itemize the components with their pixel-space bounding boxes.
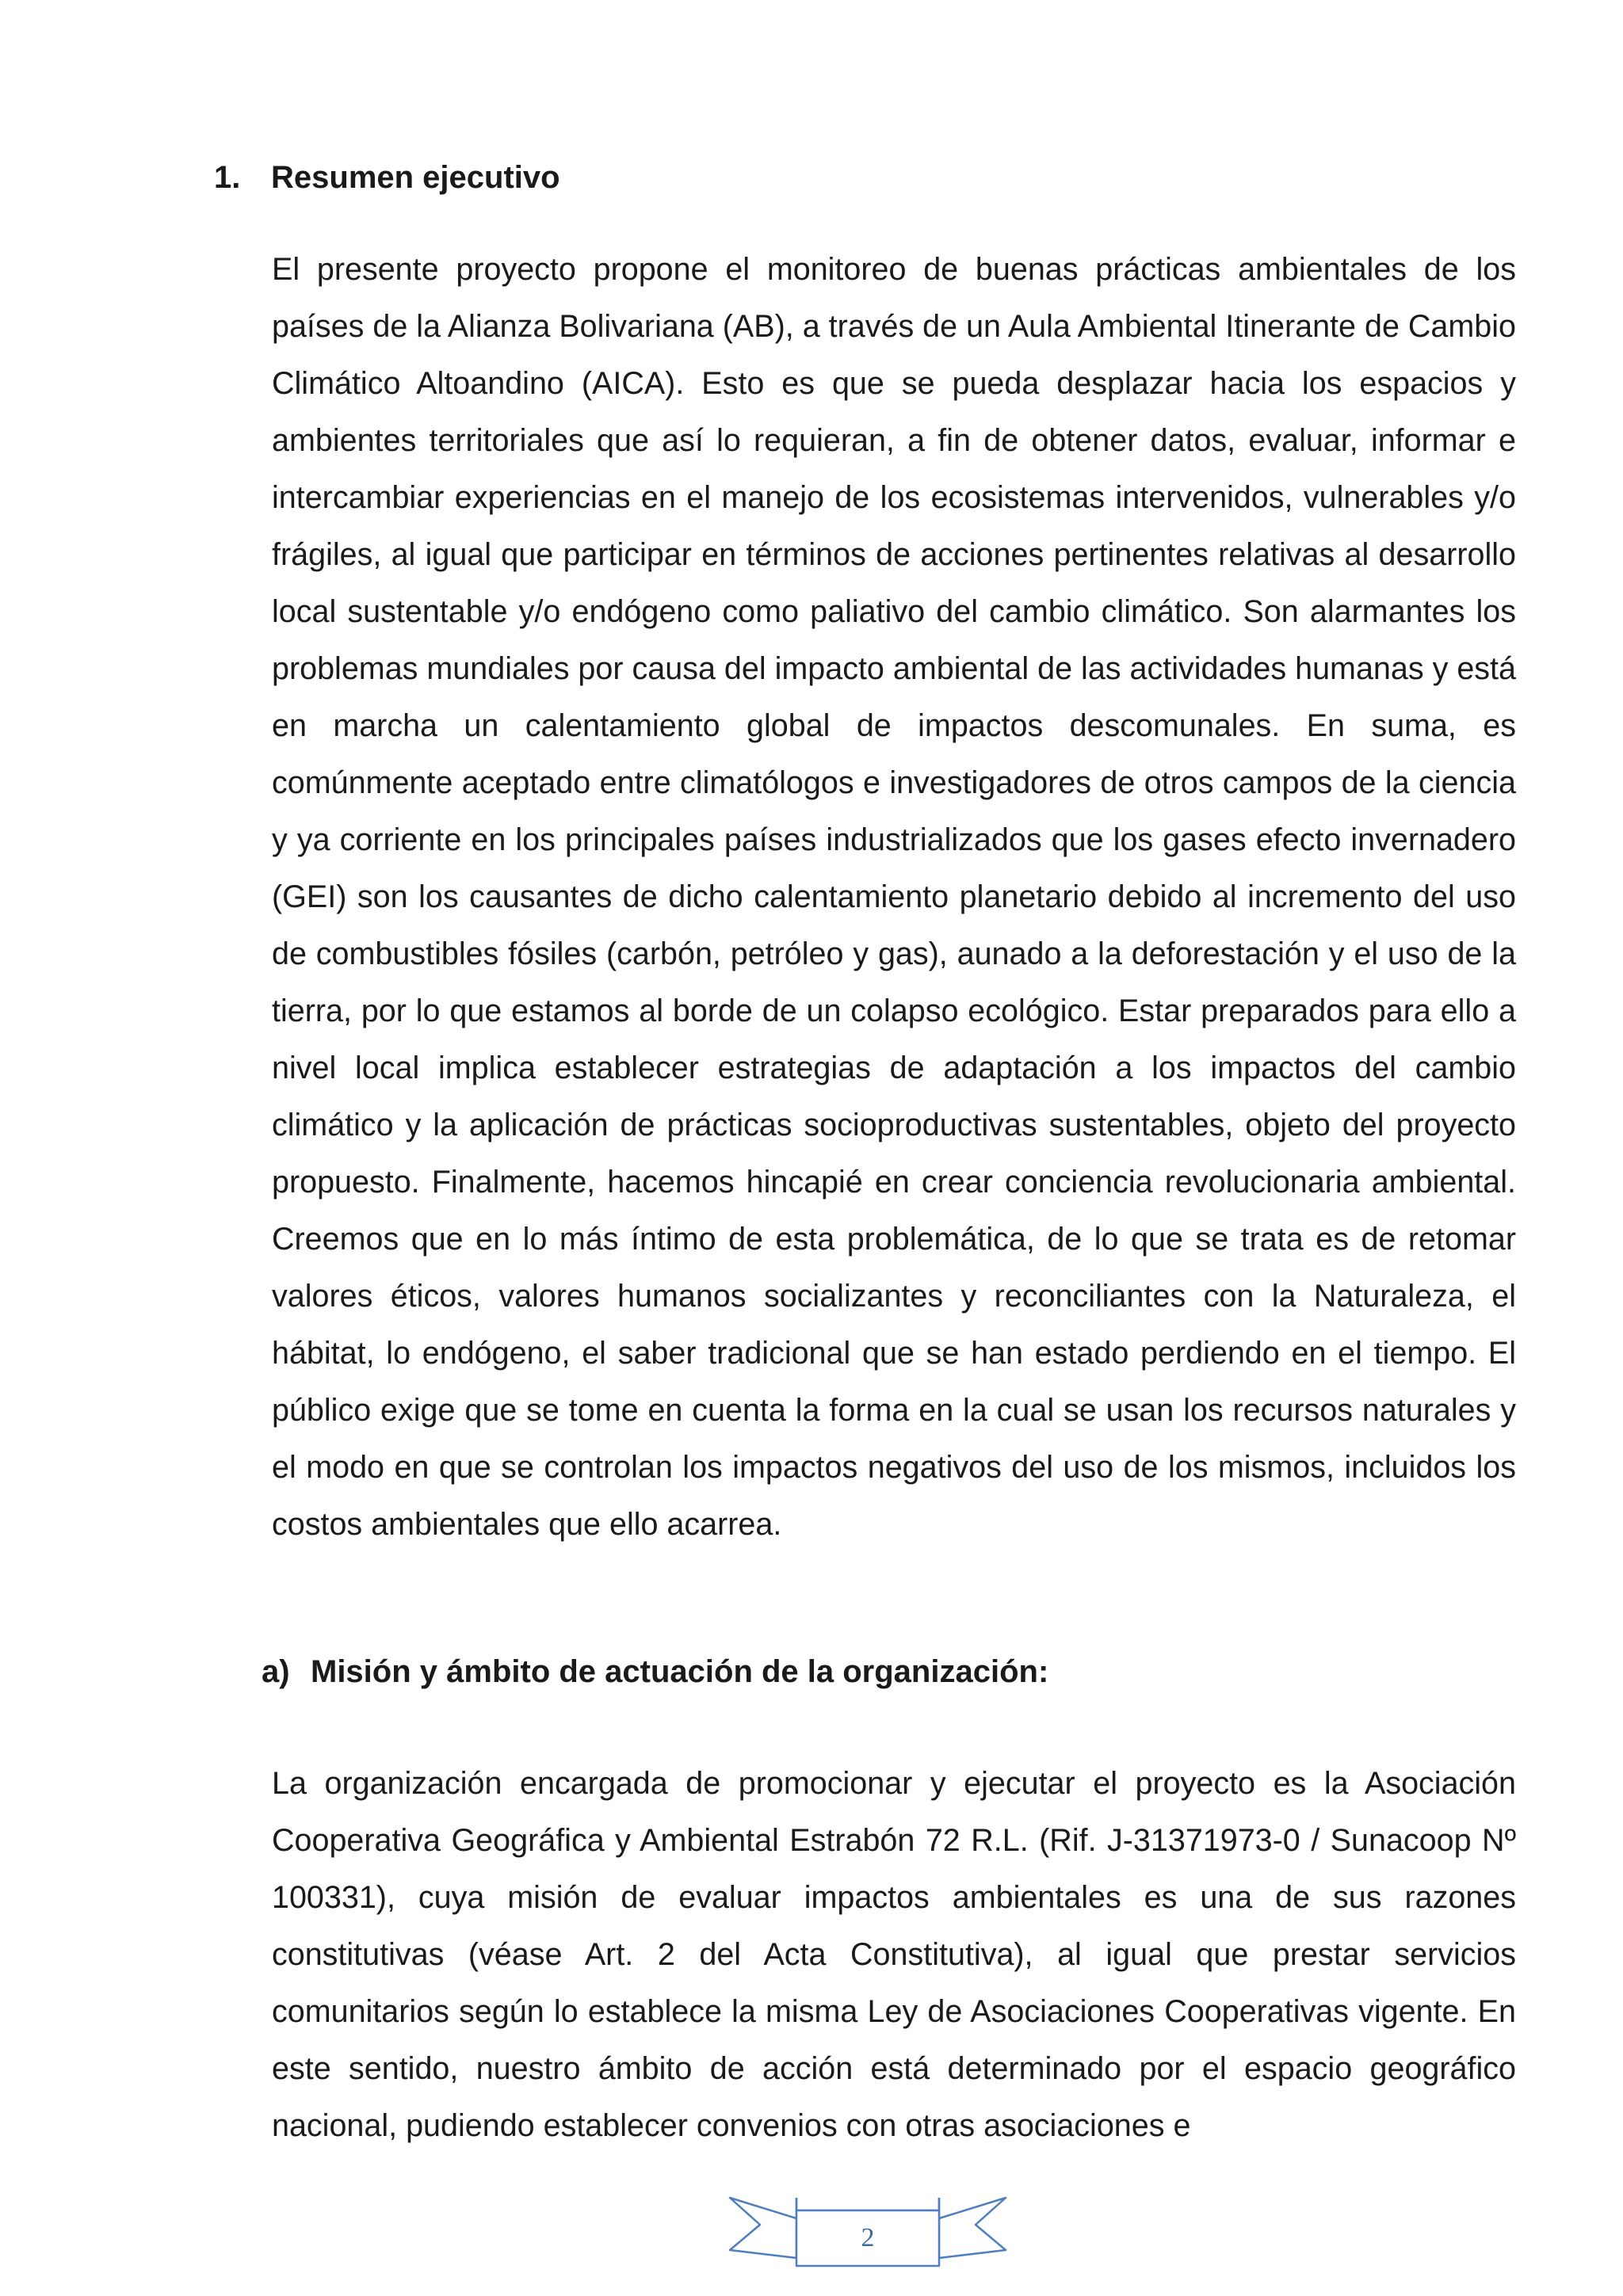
subsection-number: a) [262, 1654, 290, 1689]
summary-paragraph: El presente proyecto propone el monitoreo de buenas prácticas ambientales de los países de la Alianza Bolivariana (AB), a través de un Aula Ambiental Itinerante de Cambio Climático Altoandino (AICA). Esto es que se pueda desplazar hacia los espacios y ambientes territoriales que así lo requieran, a fin de obtener datos, evaluar, informar e intercambiar experiencias en el manejo de los ecosistemas intervenidos, vulnerables y/o frágiles, al igual que participar en términos de acciones pertinentes relativas al desarrollo local sustentable y/o endógeno como paliativo del cambio climático. Son alarmantes los problemas mundiales por causa del impacto ambiental de las actividades humanas y está en marcha un calentamiento global de impactos descomunales. En suma, es comúnmente aceptado entre climatólogos e investigadores de otros campos de la ciencia y ya corriente en los principales países industrializados que los gases efecto invernadero (GEI) son los causantes de dicho calentamiento planetario debido al incremento del uso de combustibles fósiles (carbón, petróleo y gas), aunado a la deforestación y el uso de la tierra, por lo que estamos al borde de un colapso ecológico. Estar preparados para ello a nivel local implica establecer estrategias de adaptación a los impactos del cambio climático y la aplicación de prácticas socioproductivas sustentables, objeto del proyecto propuesto. Finalmente, hacemos hincapié en crear conciencia revolucionaria ambiental. Creemos que en lo más íntimo de esta problemática, de lo que se trata es de retomar valores éticos, valores humanos socializantes y reconciliantes con la Naturaleza, el hábitat, lo endógeno, el saber tradicional que se han estado perdiendo en el tiempo. El público exige que se tome en cuenta la forma en la cual se usan los recursos naturales y el modo en que se controlan los impactos negativos del uso de los mismos, incluidos los costos ambientales que ello acarrea. [272, 252, 1516, 1542]
mission-paragraph: La organización encargada de promocionar y ejecutar el proyecto es la Asociación Cooperativa Geográfica y Ambiental Estrabón 72 R.L. (Rif. J-31371973-0 / Sunacoop Nº 100331), cuya misión de evaluar impactos ambientales es una de sus razones constitutivas (véase Art. 2 del Acta Constitutiva), al igual que prestar servicios comunitarios según lo establece la misma Ley de Asociaciones Cooperativas vigente. En este sentido, nuestro ámbito de acción está determinado por el espacio geográfico nacional, pudiendo establecer convenios con otras asociaciones e [272, 1766, 1516, 2143]
subsection-title: Misión y ámbito de actuación de la organización: [311, 1654, 1049, 1689]
subsection-heading [262, 1653, 1048, 1691]
page-footer [725, 2195, 1010, 2282]
section-number: 1. [214, 160, 241, 195]
page-number: 2 [861, 2223, 875, 2252]
section-title: Resumen ejecutivo [271, 160, 560, 195]
section-heading [214, 158, 560, 196]
